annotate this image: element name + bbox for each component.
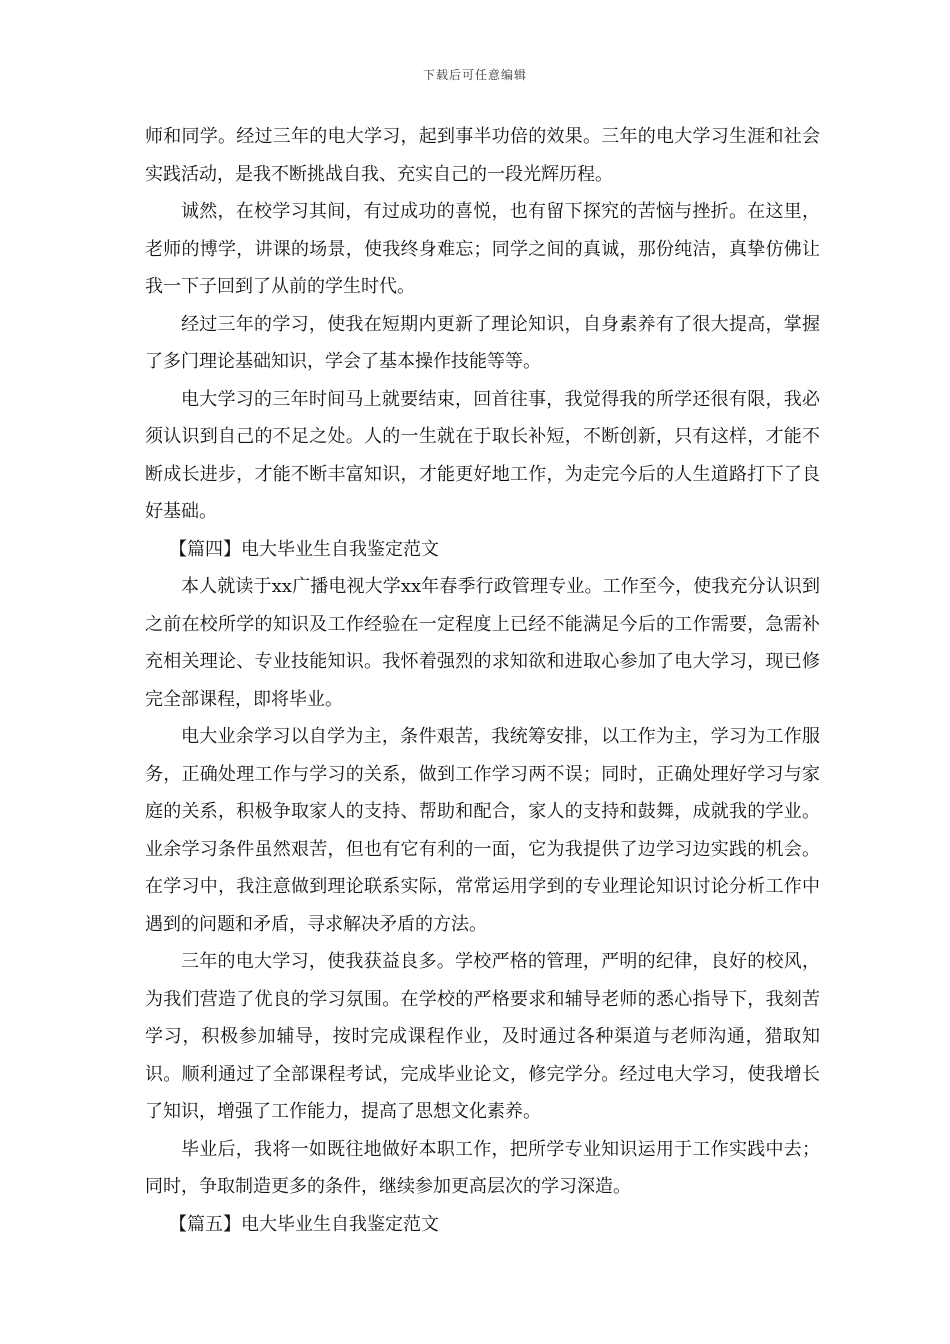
paragraph: 经过三年的学习，使我在短期内更新了理论知识，自身素养有了很大提高，掌握了多门理论基础知识，学会了基本操作技能等等。 (145, 313, 820, 372)
paragraph: 本人就读于xx广播电视大学xx年春季行政管理专业。工作至今，使我充分认识到之前在校所学的知识及工作经验在一定程度上已经不能满足今后的工作需要，急需补充相关理论、专业技能知识。我怀着强烈的求知欲和进取心参加了电大学习，现已修完全部课程，即将毕业。 (145, 576, 820, 710)
paragraph: 电大学习的三年时间马上就要结束，回首往事，我觉得我的所学还很有限，我必须认识到自己的不足之处。人的一生就在于取长补短，不断创新，只有这样，才能不断成长进步，才能不断丰富知识，才能更好地工作，为走完今后的人生道路打下了良好基础。 (145, 388, 820, 522)
page-header-note: 下载后可任意编辑 (422, 68, 527, 82)
paragraph: 三年的电大学习，使我获益良多。学校严格的管理，严明的纪律，良好的校风，为我们营造了优良的学习氛围。在学校的严格要求和辅导老师的悉心指导下，我刻苦学习，积极参加辅导，按时完成课程作业，及时通过各种渠道与老师沟通，猎取知识。顺利通过了全部课程考试，完成毕业论文，修完学分。经过电大学习，使我增长了知识，增强了工作能力，提高了思想文化素养。 (145, 951, 820, 1122)
paragraph: 诚然，在校学习其间，有过成功的喜悦，也有留下探究的苦恼与挫折。在这里，老师的博学，讲课的场景，使我终身难忘；同学之间的真诚，那份纯洁，真挚仿佛让我一下子回到了从前的学生时代。 (145, 201, 820, 297)
document-body (145, 118, 820, 1243)
paragraph: 毕业后，我将一如既往地做好本职工作，把所学专业知识运用于工作实践中去；同时，争取制造更多的条件，继续参加更高层次的学习深造。 (145, 1138, 820, 1197)
paragraph: 电大业余学习以自学为主，条件艰苦，我统筹安排，以工作为主，学习为工作服务，正确处理工作与学习的关系，做到工作学习两不误；同时，正确处理好学习与家庭的关系，积极争取家人的支持、帮助和配合，家人的支持和鼓舞，成就我的学业。业余学习条件虽然艰苦，但也有它有利的一面，它为我提供了边学习边实践的机会。在学习中，我注意做到理论联系实际，常常运用学到的专业理论知识讨论分析工作中遇到的问题和矛盾，寻求解决矛盾的方法。 (145, 726, 820, 935)
section-heading-part-five: 【篇五】电大毕业生自我鉴定范文 (169, 1213, 439, 1235)
section-heading-part-four: 【篇四】电大毕业生自我鉴定范文 (169, 538, 439, 560)
paragraph-continuation: 师和同学。经过三年的电大学习，起到事半功倍的效果。三年的电大学习生涯和社会实践活动，是我不断挑战自我、充实自己的一段光辉历程。 (145, 126, 820, 185)
